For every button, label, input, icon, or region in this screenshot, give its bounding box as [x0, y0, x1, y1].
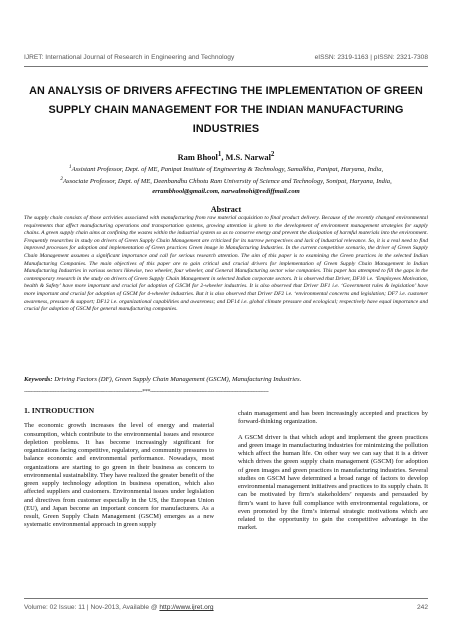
- keywords-label: Keywords:: [24, 376, 53, 383]
- affiliation-1: [30, 163, 422, 175]
- affiliation-2: [30, 175, 422, 187]
- affiliations: [30, 163, 422, 186]
- keywords: [24, 376, 428, 383]
- abstract-text: The supply chain consists of those activities associated with manufacturing from raw material acquisition to final product delivery. Because of the recently changed environmental requirements that affect manufacturing operations and transportation systems, growing attention is given to the development of environment management strategies for supply chains. A green supply chain aims at confining the wastes within the industrial system so as to conserve energy and prevent the dissipation of harmful materials into the environment. Frequently researches in study on drivers of Green Supply Chain Management are criticized for its narrow perspectives and lack of industrial relevance. So, it is a real need to find improved processes for adoption and implementation of Green practices Green image in Manufacturing Industries. In the current competitive scenario, the driver of Green Supply Chain Management assumes a significant importance and call for serious research attention. The aim of this paper is to examining the Green practices in the selected Indian Manufacturing Companies. The main objectives of this paper are to gain critical and crucial drivers for implementation of Green Supply Chain Management in Indian Manufacturing Industries in various sectors likewise, two wheeler, four wheeler, and General Manufacturing sector wise companies. This paper has attempted to fill the gaps in the contemporary research in the study on drivers of Green Supply Chain Management in selected Indian corporate sectors. It is observed that Driver, DF10 i.e. ‘Employees Motivation, health & Safety’ have more important and crucial for adoption of GSCM for 2-wheeler industries. It is also observed that Driver DF1 i.e. ‘Government rules & legislation’ have more important and crucial for adoption of GSCM for 4-wheeler industries. But it is also observed that Driver DF2 i.e. ‘environmental concerns and legislation; DF7 i.e. customer awareness, pressure & support; DF12 i.e. organizational capabilities and awareness; and DF14 i.e. global climate pressure and ecological; respectively have equal importance and crucial for adoption of GSCM for general manufacturing companies.: [24, 215, 428, 313]
- page-footer: [24, 604, 428, 611]
- author-1-sup: 1: [217, 150, 222, 158]
- affiliation-1-sup: 1: [68, 164, 72, 170]
- header-rule: [24, 66, 428, 67]
- section-separator: --------------------------------------------------------------------------***--------------------------------------------------------------------------: [24, 389, 269, 395]
- author-line: [24, 150, 428, 162]
- keywords-text: Driving Factors (DF), Green Supply Chain Management (GSCM), Manufacturing Industries.: [52, 376, 302, 383]
- footer-rule: [24, 598, 428, 599]
- intro-paragraph-2: A GSCM driver is that which adopt and implement the green practices and green image in manufacturing industries for minimizing the pollution which affect the human life. On other way we can say that it is a driver which drives the green supply chain management (GSCM) for adoption of green images and green practices in manufacturing industries. Several studies on GSCM have determined a broad range of factors to develop environmental management initiatives and practices to its supply chain. It can be motivated by firm’s stakeholders’ requests and persuaded by firm’s want to have full compliance with environmental regulations, or even promoted by the firm’s internal strategic motivations which are related to the opportunity to gain the competitive advantage in the market.: [238, 433, 428, 532]
- author-2-sup: 2: [270, 150, 275, 158]
- volume-text: Volume: 02 Issue: 11 | Nov-2013, Available @: [24, 604, 160, 611]
- affiliation-2-sup: 2: [60, 175, 63, 182]
- section-heading: 1. INTRODUCTION: [24, 406, 95, 415]
- author-separator: ,: [221, 152, 226, 162]
- journal-name: IJRET: International Journal of Research in Engineering and Technology: [24, 54, 235, 61]
- footer-volume: [24, 604, 214, 611]
- running-header: [24, 54, 428, 61]
- abstract-heading: Abstract: [210, 205, 242, 214]
- intro-paragraph-1: The economic growth increases the level of energy and material consumption, which contribute to the environmental issues and resource depletion problems. It has become increasingly significant for organizations facing competitive, regulatory, and community pressures to balance economic and environmental performance. Nowadays, most organizations are starting to go green in their business as concern to environmental sustainability. They have realized the greater benefit of the green supply technology adoption in business operation, which also affected suppliers and customers. Environmental issues under legislation and directives from customer especially in the US, the European Union (EU), and Japan become an important concern for manufacturers. As a result, Green Supply Chain Management (GSCM) emerges as a new systematic environmental approach in green supply: [24, 422, 214, 529]
- intro-paragraph-continued: chain management and has been increasingly accepted and practices by forward-thinking organization.: [238, 410, 428, 426]
- issn: eISSN: 2319-1163 | pISSN: 2321-7308: [314, 54, 428, 61]
- left-column: [24, 407, 214, 537]
- affiliation-1-text: Assistant Professor, Dept. of ME, Panipat Institute of Engineering & Technology, Samalkha, Panipat, Haryana, India,: [71, 166, 384, 174]
- journal-link[interactable]: http://www.ijret.org: [159, 604, 214, 611]
- page-number: 242: [416, 604, 428, 611]
- paper-title: AN ANALYSIS OF DRIVERS AFFECTING THE IMPLEMENTATION OF GREEN SUPPLY CHAIN MANAGEMENT FOR THE INDIAN MANUFACTURING INDUSTRIES: [29, 85, 423, 135]
- author-emails: errambhool@gmail.com, narwalmohi@rediffmail.com: [152, 188, 300, 195]
- author-1: Ram Bhool: [177, 152, 218, 162]
- right-column: [238, 410, 428, 540]
- author-2: M.S. Narwal: [225, 152, 271, 162]
- affiliation-2-text: Associate Professor, Dept. of ME, Deenbandhu Chhotu Ram University of Science and Technology, Sonipat, Haryana, India,: [62, 177, 392, 185]
